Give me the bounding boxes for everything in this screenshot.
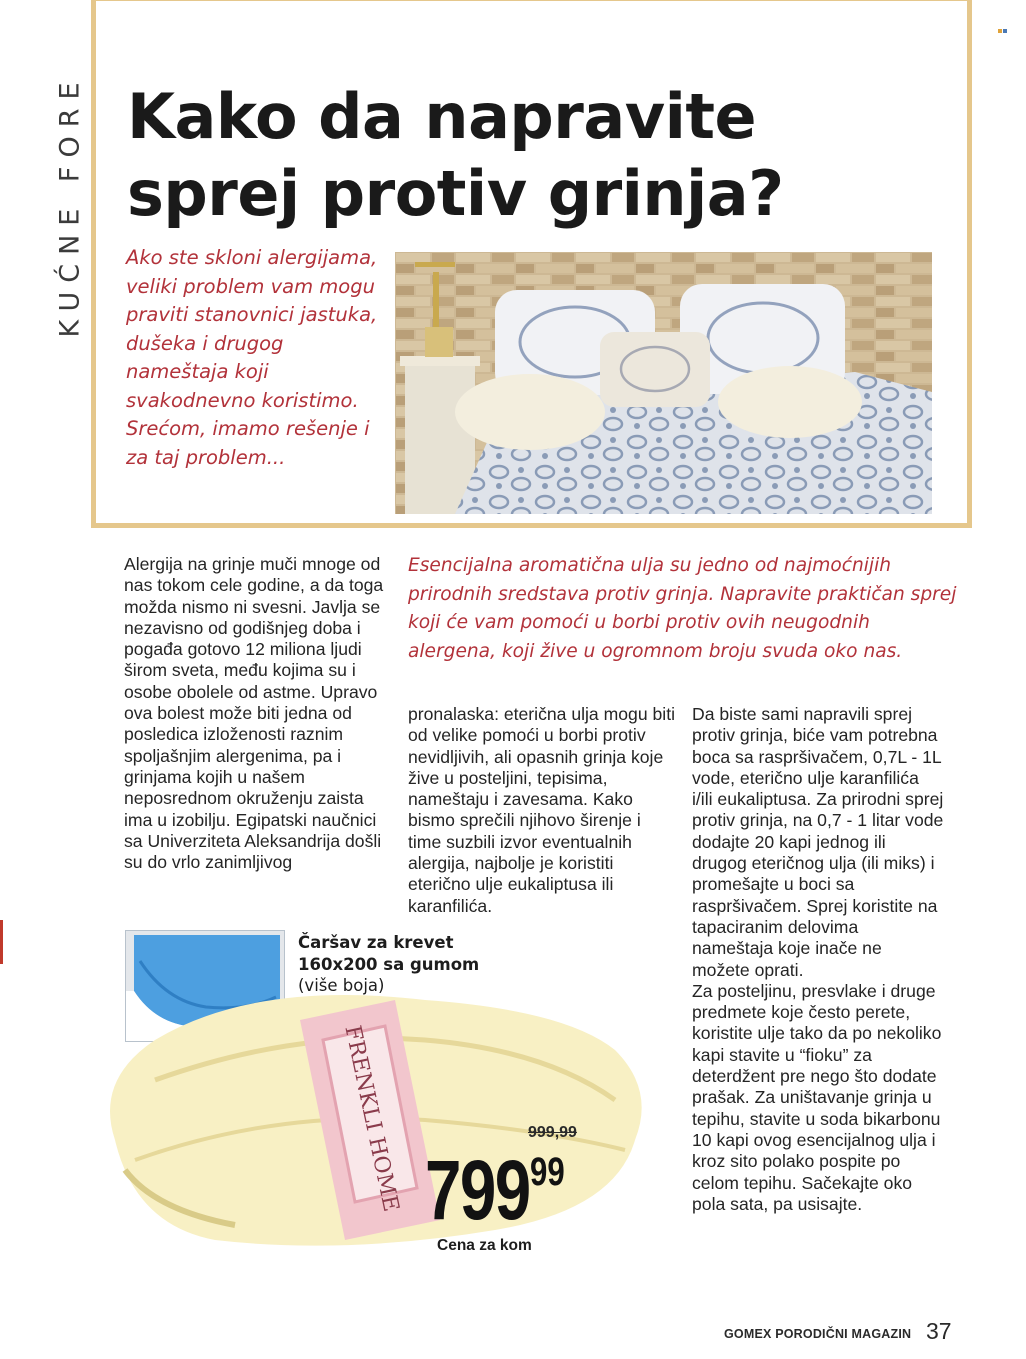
article-column-3: Da biste sami napravili sprej protiv grinja, biće vam potrebna boca sa raspršivačem, 0,7L - 1L vode, eterično ulje karanfilića i/ili eukaliptusa. Za prirodni sprej protiv grinja, na 0,7 - 1 litar vode dodajte 20 kapi jednog ili drugog eteričnog ulja (ili miks) i promešajte u boci sa raspršivačem. Sprej koristite na tapaciranim delovima nameštaja koje inače ne možete oprati. Za posteljinu, presvlake i druge predmete koje često perete, koristite ulje tako da po nekoliko kapi stavite u “fioku” za deterdžent pre nego što dodate prašak. Za uništavanje grinja u tepihu, stavite u soda bikarbonu 10 kapi ovog esencijalnog ulja i kroz sito polako pospite po celom tepihu. Sačekajte oko pola sata, pa usisajte. (692, 704, 944, 1214)
article-highlight: Esencijalna aromatična ulja su jedno od najmoćnijih prirodnih sredstava protiv grinja. Napravite praktičan sprej koji će vam pomoći u borbi protiv ovih neugodnih alergena, koji žive u ogromnom broju svuda oko nas. (408, 555, 957, 662)
page-edge-marker (0, 920, 3, 964)
bedroom-photo (395, 252, 932, 514)
product-name: Čaršav za krevet 160x200 sa gumom (298, 933, 480, 974)
section-label-text: KUĆNE FORE (54, 72, 86, 338)
section-label (40, 70, 100, 340)
page-number: 37 (926, 1318, 952, 1344)
footer-magazine-name: GOMEX PORODIČNI MAGAZIN (724, 1327, 912, 1341)
price-unit-label: Cena za kom (437, 1237, 532, 1254)
product-variants-note: (više boja) (298, 976, 385, 995)
article-column-1: Alergija na grinje muči mnoge od nas tokom cele godine, a da toga možda nismo ni svesni. Javlja se nezavisno od godišnjeg doba i pogađa gotovo 12 miliona ljudi širom sveta, među kojima su i osobe obolele od astme. Upravo ova bolest može biti jedna od posledica izloženosti raznim spoljašnjim alergenima, pa i grinjama kojih u našem neposrednom okruženju zaista ima u izobilju. Egipatski naučnici sa Univerziteta Aleksandrija došli su do vrlo zanimljivog (124, 554, 384, 873)
price-cents: 99 (530, 1150, 565, 1194)
old-price: 999,99 (528, 1124, 577, 1141)
fitted-sheet-roll-photo (95, 960, 655, 1250)
article-column-2: pronalaska: eterična ulja mogu biti od velike pomoći u borbi protiv nevidljivih, ali opasnih grinja koje žive u posteljini, tepisima, nameštaju i zavesama. Kako bismo sprečili njihovo širenje i time suzbili izvor eventualnih alergija, najbolje je koristiti eterično ulje eukaliptusa ili karanfilića. (408, 704, 675, 916)
price-main: 799 (425, 1143, 530, 1237)
corner-mark (998, 29, 1008, 33)
article-intro: Ako ste skloni alergijama, veliki problem vam mogu praviti stanovnici jastuka, dušeka i drugog nameštaja koji svakodnevno koristimo. Srećom, imamo rešenje i za taj problem... (126, 246, 378, 469)
brand-band-label: FRENKLI HOME (339, 1023, 404, 1215)
article-title: Kako da napravite sprej protiv grinja? (127, 80, 784, 230)
